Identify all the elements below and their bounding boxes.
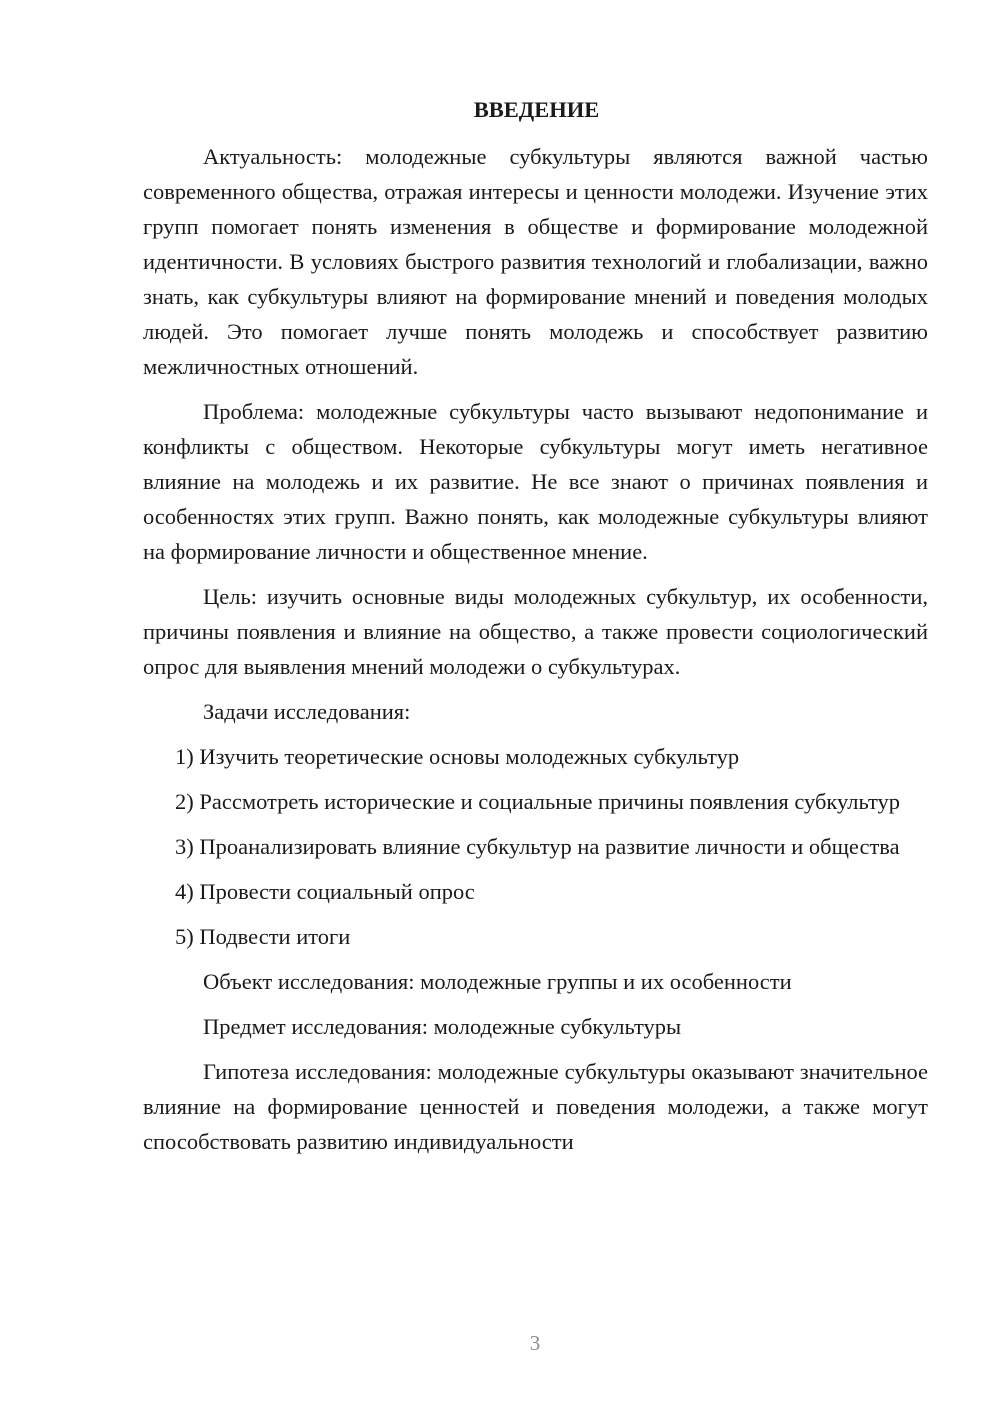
task-item: 2) Рассмотреть исторические и социальные причины появления субкультур [175,789,900,814]
paragraph-relevance: Актуальность: молодежные субкультуры являются важной частью современного общества, отражая интересы и ценности молодежи. Изучение этих групп помогает понять изменения в обществе и формирование молодежной идентичности. В условиях быстрого развития технологий и глобализации, важно знать, как субкультуры влияют на формирование мнений и поведения молодых людей. Это помогает лучше понять молодежь и способствует развитию межличностных отношений. [143,144,928,379]
task-item: 1) Изучить теоретические основы молодежных субкультур [175,744,740,769]
task-item: 5) Подвести итоги [175,924,351,949]
page-title: ВВЕДЕНИЕ [473,97,600,122]
paragraph-subject: Предмет исследования: молодежные субкультуры [203,1014,682,1039]
task-item: 3) Проанализировать влияние субкультур на развитие личности и общества [175,834,900,859]
paragraph-object: Объект исследования: молодежные группы и их особенности [203,969,792,994]
paragraph-goal: Цель: изучить основные виды молодежных субкультур, их особенности, причины появления и влияние на общество, а также провести социологический опрос для выявления мнений молодежи о субкультурах. [143,584,928,679]
page-content [143,92,928,1169]
task-item: 4) Провести социальный опрос [175,879,475,904]
paragraph-problem: Проблема: молодежные субкультуры часто вызывают недопонимание и конфликты с обществом. Некоторые субкультуры могут иметь негативное влияние на молодежь и их развитие. Не все знают о причинах появления и особенностях этих групп. Важно понять, как молодежные субкультуры влияют на формирование личности и общественное мнение. [143,399,928,564]
tasks-heading: Задачи исследования: [203,699,411,724]
page-number: 3 [529,1331,541,1355]
paragraph-hypothesis: Гипотеза исследования: молодежные субкультуры оказывают значительное влияние на формирование ценностей и поведения молодежи, а также могут способствовать развитию индивидуальности [143,1059,928,1154]
